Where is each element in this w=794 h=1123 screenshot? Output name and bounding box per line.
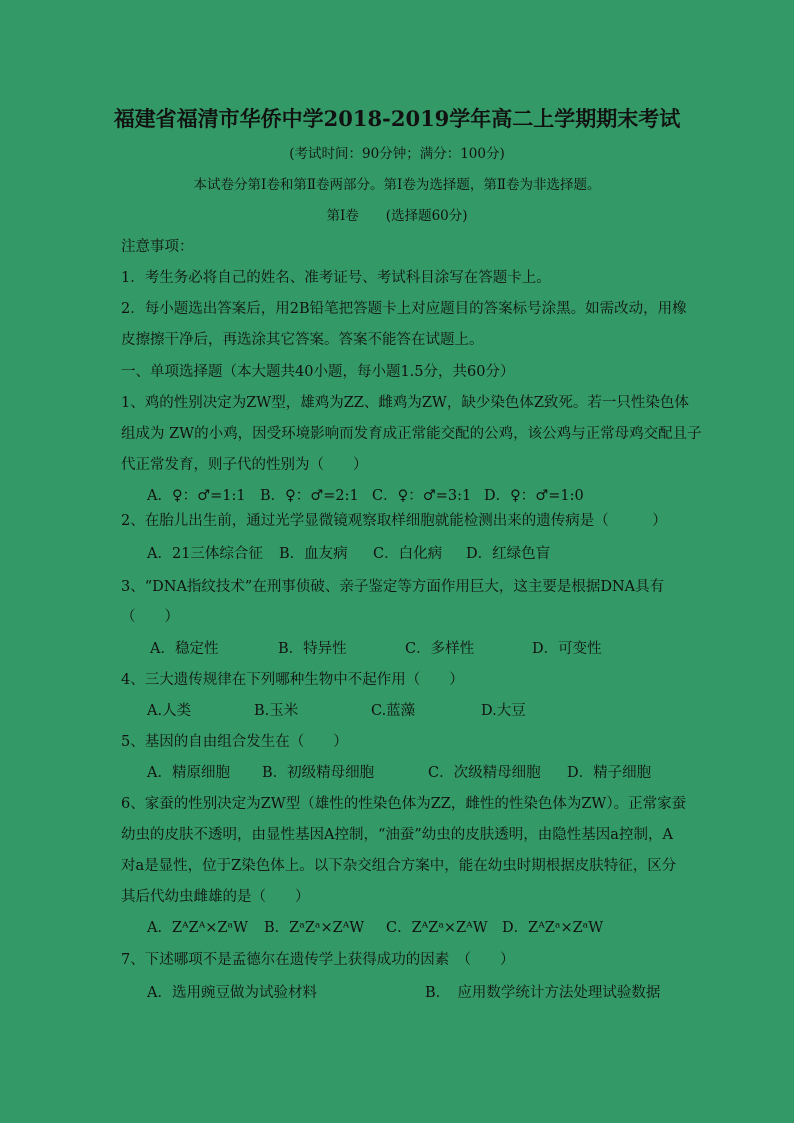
q1-stem-line-2: 组成为 ZW的小鸡，因受环境影响而发育成正常能交配的公鸡，该公鸡与正常母鸡交配且子: [121, 426, 702, 442]
q1-option-b: B．♀：♂=2:1: [260, 488, 359, 504]
q5-option-b: B．初级精母细胞: [262, 765, 375, 781]
q3-option-c: C．多样性: [405, 641, 475, 657]
q5-stem: 5、基因的自由组合发生在（ ）: [121, 734, 348, 750]
part1-heading: 第Ⅰ卷 (选择题60分): [326, 208, 468, 224]
q5-option-c: C．次级精母细胞: [428, 765, 541, 781]
q6-option-b: B．ZᵃZᵃ×ZᴬW: [264, 920, 365, 936]
q2-option-a: A．21三体综合征: [147, 546, 263, 562]
q6-stem-line-1: 6、家蚕的性别决定为ZW型（雄性的性染色体为ZZ，雌性的性染色体为ZW）。正常家蚕: [121, 796, 687, 812]
q3-option-b: B．特异性: [278, 641, 347, 657]
q7-option-a: A．选用豌豆做为试验材料: [147, 985, 317, 1001]
q1-option-c: C．♀：♂=3:1: [372, 488, 472, 504]
q6-option-d: D．ZᴬZᵃ×ZᵃW: [502, 920, 604, 936]
q4-option-b: B.玉米: [254, 703, 299, 719]
q2-option-d: D．红绿色盲: [466, 546, 551, 562]
exam-intro: 本试卷分第Ⅰ卷和第Ⅱ卷两部分。第Ⅰ卷为选择题，第Ⅱ卷为非选择题。: [193, 177, 601, 193]
q1-stem-line-3: 代正常发育，则子代的性别为（ ）: [121, 457, 368, 473]
q6-stem-line-2: 幼虫的皮肤不透明，由显性基因A控制，“油蚕”幼虫的皮肤透明，由隐性基因a控制，A: [121, 827, 673, 843]
notes-heading: 注意事项：: [121, 239, 194, 255]
q6-option-c: C．ZᴬZᵃ×ZᴬW: [386, 920, 488, 936]
q6-stem-line-3: 对a是显性，位于Z染色体上。以下杂交组合方案中，能在幼虫时期根据皮肤特征，区分: [121, 858, 677, 874]
q3-option-d: D．可变性: [532, 641, 602, 657]
q4-option-a: A.人类: [147, 703, 192, 719]
q4-option-c: C.蓝藻: [371, 703, 416, 719]
note-2-line-2: 皮擦擦干净后，再选涂其它答案。答案不能答在试题上。: [121, 332, 484, 348]
q1-option-a: A．♀：♂=1:1: [147, 488, 246, 504]
note-2-line-1: 2．每小题选出答案后，用2B铅笔把答题卡上对应题目的答案标号涂黑。如需改动，用橡: [121, 301, 687, 317]
q3-stem-line-1: 3、“DNA指纹技术”在刑事侦破、亲子鉴定等方面作用巨大，这主要是根据DNA具有: [121, 579, 665, 595]
q1-stem-line-1: 1、鸡的性别决定为ZW型，雄鸡为ZZ、雌鸡为ZW，缺少染色体Z致死。若一只性染色体: [121, 395, 689, 411]
exam-info: (考试时间：90分钟；满分：100分): [289, 146, 505, 162]
q3-option-a: A．稳定性: [150, 641, 219, 657]
section-heading: 一、单项选择题（本大题共40小题，每小题1.5分，共60分）: [121, 364, 515, 380]
q4-option-d: D.大豆: [481, 703, 526, 719]
q5-option-a: A．精原细胞: [147, 765, 230, 781]
q1-option-d: D．♀：♂=1:0: [484, 488, 584, 504]
q7-stem: 7、下述哪项不是孟德尔在遗传学上获得成功的因素 （ ）: [121, 952, 515, 968]
q6-option-a: A．ZᴬZᴬ×ZᵃW: [147, 920, 249, 936]
exam-title: 福建省福清市华侨中学2018-2019学年高二上学期期末考试: [113, 106, 681, 131]
q4-stem: 4、三大遗传规律在下列哪种生物中不起作用（ ）: [121, 672, 464, 688]
q2-option-b: B．血友病: [279, 546, 348, 562]
q6-stem-line-4: 其后代幼虫雌雄的是（ ）: [121, 889, 310, 905]
q5-option-d: D．精子细胞: [567, 765, 652, 781]
q2-option-c: C．白化病: [373, 546, 443, 562]
q7-option-b: B． 应用数学统计方法处理试验数据: [425, 985, 661, 1001]
q2-stem: 2、在胎儿出生前，通过光学显微镜观察取样细胞就能检测出来的遗传病是（ ）: [121, 513, 667, 529]
note-1: 1．考生务必将自己的姓名、准考证号、考试科目涂写在答题卡上。: [121, 270, 551, 286]
q3-stem-line-2: （ ）: [121, 609, 179, 625]
